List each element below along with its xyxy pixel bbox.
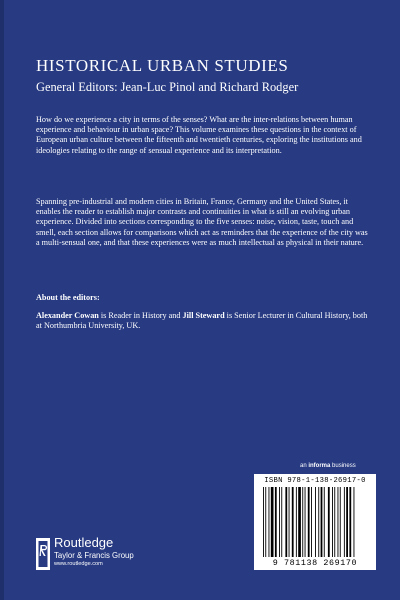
editor-bio: is Senior Lecturer in Cultural History, both at Northumbria University, UK. xyxy=(36,311,368,331)
tagline-suffix: business xyxy=(330,463,356,469)
publisher-name: Routledge xyxy=(54,535,114,550)
editor-bio: is Reader in History and xyxy=(98,311,183,320)
editor-name: Jill Steward xyxy=(182,311,225,320)
editor-name: Alexander Cowan xyxy=(36,311,99,320)
about-editors-text xyxy=(36,311,368,331)
informa-brand: informa xyxy=(308,463,331,469)
publisher-group: Taylor & Francis Group xyxy=(54,551,134,560)
series-editors: General Editors: Jean-Luc Pinol and Richard Rodger xyxy=(36,80,299,94)
blurb-paragraph: Spanning pre-industrial and modern cities in Britain, France, Germany and the United States, it enables the reader to establish major contrasts and continuities in what is still an evolving urban experience. Divided into sections corresponding to the five senses: noise, vision, taste, touch and smell, each section allows for comparisons which act as reminders that the experience of the city was a multi-sensual one, and that these experiences were as much intellectual as physical in their nature. xyxy=(36,197,368,247)
isbn-label: ISBN 978-1-138-26917-0 xyxy=(264,477,366,485)
about-editors-heading: About the editors: xyxy=(36,293,100,302)
blurb-paragraph: How do we experience a city in terms of the senses? What are the inter-relations between human experience and behaviour in urban space? This volume examines these questions in the context of European urban culture between the fifteenth and twentieth centuries, exploring the institutions and ideologies relating to the range of sensual experience and its interpretation. xyxy=(36,115,362,155)
isbn-barcode xyxy=(254,474,376,570)
routledge-logo-icon xyxy=(36,538,50,570)
publisher-url[interactable]: www.routledge.com xyxy=(54,561,103,567)
barcode-bars xyxy=(263,487,367,557)
tagline-prefix: an xyxy=(300,463,309,469)
informa-business-tagline xyxy=(300,462,356,470)
series-title: HISTORICAL URBAN STUDIES xyxy=(36,56,289,75)
barcode-digits: 9 781138 269170 xyxy=(272,558,358,568)
